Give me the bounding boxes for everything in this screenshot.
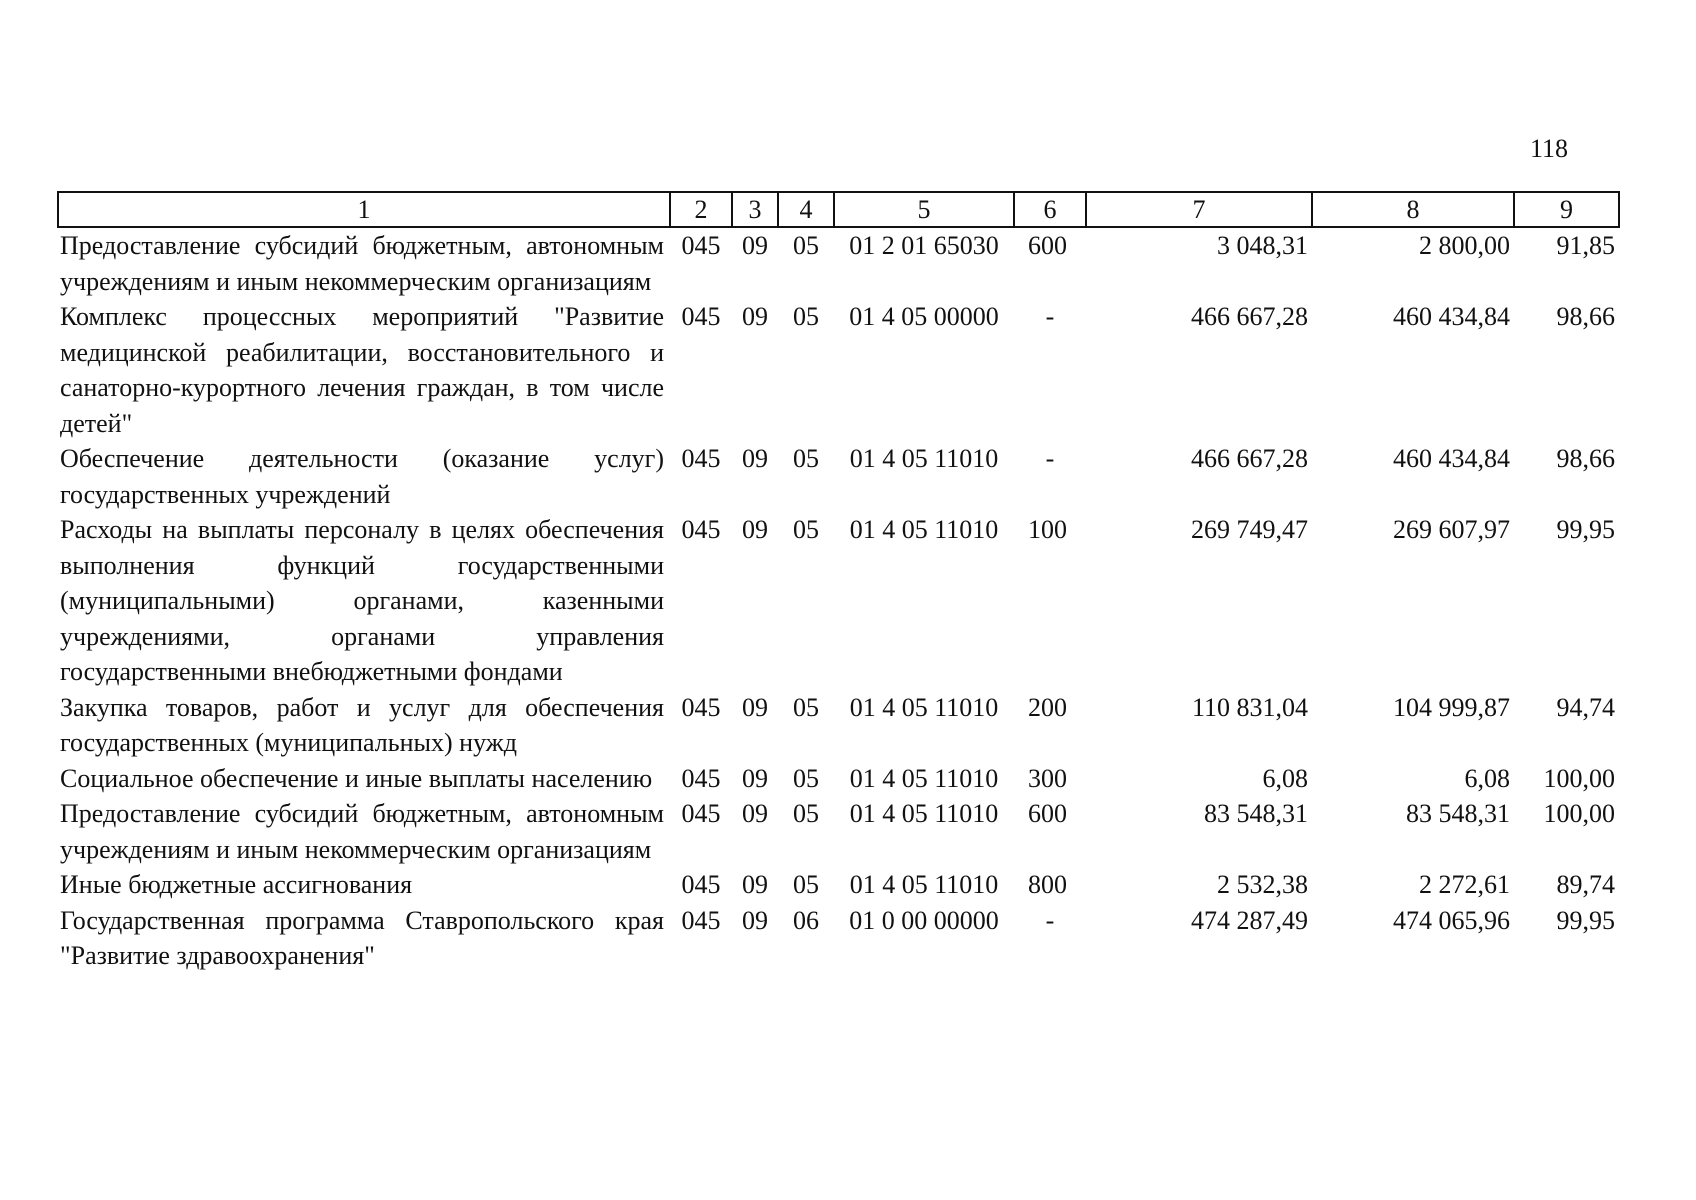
row-name: Закупка товаров, работ и услуг для обеспечения государственных (муниципальных) нужд: [60, 692, 664, 757]
header-col-1: 1: [58, 192, 670, 227]
row-name: Обеспечение деятельности (оказание услуг) государственных учреждений: [60, 444, 664, 509]
row-value-8: 2 272,61: [1419, 870, 1510, 899]
row-code-subsection: 05: [793, 231, 819, 260]
row-code-ministry: 045: [681, 763, 721, 793]
row-value-7: 83 548,31: [1204, 799, 1308, 828]
header-row: [58, 192, 1619, 227]
table-row: [58, 796, 1619, 867]
header-col-8: 8: [1312, 192, 1514, 227]
row-code-section: 09: [742, 905, 768, 935]
row-code-ministry: 045: [681, 302, 721, 331]
page-number: 118: [1530, 134, 1569, 163]
row-code-target: 01 4 05 11010: [849, 870, 999, 899]
row-code-section: 09: [742, 870, 768, 899]
row-code-subsection: 05: [793, 763, 819, 793]
row-value-9: 98,66: [1556, 302, 1615, 331]
row-name: Комплекс процессных мероприятий "Развитие медицинской реабилитации, восстановительного и санаторно-курортного лечения граждан, в том числе детей": [60, 302, 664, 438]
row-code-expense-type: 600: [1028, 231, 1067, 260]
row-value-7: 6,08: [1262, 763, 1308, 793]
row-code-ministry: 045: [681, 870, 721, 899]
row-code-section: 09: [742, 763, 768, 793]
row-code-target: 01 4 05 00000: [849, 302, 999, 331]
header-col-2: 2: [670, 192, 732, 227]
row-code-section: 09: [742, 692, 768, 722]
row-code-section: 09: [742, 799, 768, 828]
row-value-8: 6,08: [1464, 763, 1510, 793]
row-value-8: 104 999,87: [1393, 692, 1510, 722]
budget-table: [57, 191, 1620, 974]
row-code-ministry: 045: [681, 799, 721, 828]
row-value-8: 83 548,31: [1406, 799, 1510, 828]
row-code-subsection: 05: [793, 692, 819, 722]
row-code-expense-type: 800: [1028, 870, 1067, 899]
table-row: [58, 512, 1619, 690]
header-col-6: 6: [1014, 192, 1086, 227]
row-value-9: 89,74: [1556, 870, 1615, 899]
row-value-9: 100,00: [1543, 763, 1615, 793]
row-code-expense-type: -: [1045, 302, 1055, 331]
row-code-ministry: 045: [681, 692, 721, 722]
row-code-expense-type: 600: [1028, 799, 1067, 828]
row-name: Предоставление субсидий бюджетным, автономным учреждениям и иным некоммерческим организациям: [60, 799, 664, 864]
row-code-ministry: 045: [681, 515, 721, 544]
row-code-section: 09: [742, 231, 768, 260]
row-code-target: 01 4 05 11010: [849, 692, 999, 722]
header-col-3: 3: [732, 192, 778, 227]
table-row: [58, 227, 1619, 299]
row-code-section: 09: [742, 444, 768, 473]
row-value-8: 269 607,97: [1393, 515, 1510, 544]
row-value-9: 98,66: [1556, 444, 1615, 473]
header-col-4: 4: [778, 192, 834, 227]
row-code-expense-type: 300: [1028, 763, 1067, 793]
row-code-subsection: 05: [793, 799, 819, 828]
row-code-ministry: 045: [681, 905, 721, 935]
row-value-7: 466 667,28: [1191, 302, 1308, 331]
row-value-8: 460 434,84: [1393, 444, 1510, 473]
row-name: Предоставление субсидий бюджетным, автономным учреждениям и иным некоммерческим организациям: [60, 231, 664, 296]
row-value-9: 94,74: [1556, 692, 1615, 722]
row-value-7: 3 048,31: [1217, 231, 1308, 260]
row-value-9: 99,95: [1556, 905, 1615, 935]
table-row: [58, 690, 1619, 761]
table-row: [58, 867, 1619, 903]
table-row: [58, 299, 1619, 441]
row-value-8: 2 800,00: [1419, 231, 1510, 260]
row-code-subsection: 06: [793, 905, 819, 935]
row-code-expense-type: 200: [1028, 692, 1067, 722]
row-value-7: 466 667,28: [1191, 444, 1308, 473]
row-code-target: 01 4 05 11010: [849, 444, 999, 473]
row-value-7: 2 532,38: [1217, 870, 1308, 899]
table-row: [58, 761, 1619, 797]
row-code-ministry: 045: [681, 444, 721, 473]
row-code-target: 01 4 05 11010: [849, 799, 999, 828]
row-code-subsection: 05: [793, 302, 819, 331]
row-code-ministry: 045: [681, 231, 721, 260]
row-code-subsection: 05: [793, 515, 819, 544]
table-row: [58, 441, 1619, 512]
row-code-section: 09: [742, 302, 768, 331]
row-code-target: 01 2 01 65030: [849, 231, 999, 260]
row-code-target: 01 4 05 11010: [849, 763, 999, 793]
row-name: Государственная программа Ставропольского края "Развитие здравоохранения": [60, 905, 664, 970]
row-code-expense-type: -: [1045, 905, 1055, 935]
row-code-expense-type: -: [1045, 444, 1055, 473]
header-col-9: 9: [1514, 192, 1619, 227]
row-code-target: 01 0 00 00000: [849, 905, 999, 935]
row-value-8: 474 065,96: [1393, 905, 1510, 935]
row-name: Расходы на выплаты персоналу в целях обеспечения выполнения функций государственными (муниципальными) органами, казенными учреждениями, органами управления государственными внебюджетными фондами: [60, 515, 664, 686]
row-value-8: 460 434,84: [1393, 302, 1510, 331]
row-code-section: 09: [742, 515, 768, 544]
row-name: Иные бюджетные ассигнования: [60, 870, 413, 899]
row-value-9: 99,95: [1556, 515, 1615, 544]
row-value-9: 100,00: [1543, 799, 1615, 828]
row-value-9: 91,85: [1556, 231, 1615, 260]
row-code-target: 01 4 05 11010: [849, 515, 999, 544]
header-col-5: 5: [834, 192, 1014, 227]
row-code-subsection: 05: [793, 870, 819, 899]
row-code-expense-type: 100: [1028, 515, 1067, 544]
table-row: [58, 903, 1619, 974]
header-col-7: 7: [1086, 192, 1312, 227]
row-value-7: 110 831,04: [1191, 692, 1308, 722]
row-name: Социальное обеспечение и иные выплаты населению: [60, 763, 653, 793]
row-code-subsection: 05: [793, 444, 819, 473]
row-value-7: 269 749,47: [1191, 515, 1308, 544]
row-value-7: 474 287,49: [1191, 905, 1308, 935]
